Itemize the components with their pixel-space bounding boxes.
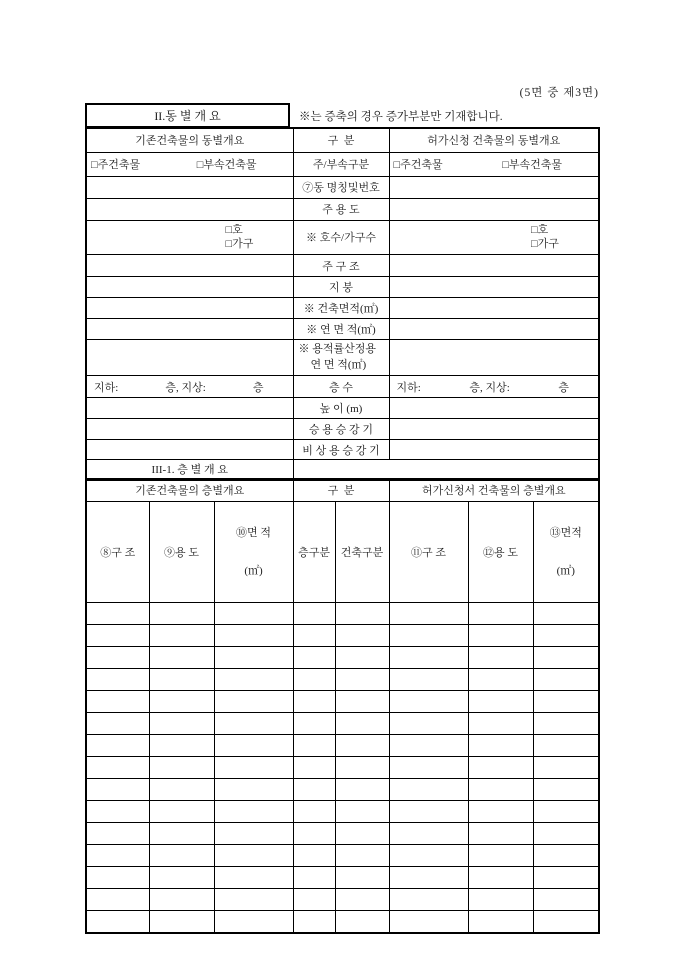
group-header-applied: 허가신청 건축물의 동별개요	[389, 128, 599, 152]
cell-existing-name-no	[86, 176, 293, 198]
label-roof: 지 붕	[293, 277, 389, 298]
cell-existing-building-area	[86, 298, 293, 319]
floor-data-row	[86, 911, 599, 933]
checkbox-icon: □	[225, 223, 233, 236]
col-header-applied-use: ⑫용 도	[468, 501, 533, 603]
floor-data-cell	[149, 603, 214, 625]
floor-data-cell	[86, 801, 149, 823]
floor-data-cell	[533, 911, 599, 933]
floor-data-cell	[468, 801, 533, 823]
checkbox-icon: □	[225, 238, 233, 251]
floor-data-cell	[86, 757, 149, 779]
cell-existing-floors	[86, 376, 293, 398]
floor-data-cell	[293, 603, 335, 625]
checkbox-icon: □	[91, 159, 98, 171]
row-roof	[86, 277, 599, 298]
floor-data-cell	[389, 691, 468, 713]
label-far-area-line2: 연 면 적(㎡)	[310, 358, 367, 371]
floor-data-cell	[335, 713, 389, 735]
checkbox-icon: □	[196, 159, 204, 171]
floor-data-cell	[533, 691, 599, 713]
section3-title-row	[86, 460, 599, 480]
section3-title-spacer-cell	[293, 460, 599, 480]
floor-data-cell	[468, 867, 533, 889]
row-main-use	[86, 198, 599, 220]
floor-data-cell	[468, 647, 533, 669]
section2-note: ※는 증축의 경우 증가부분만 기재합니다.	[299, 110, 503, 123]
row-far-area	[86, 340, 599, 376]
floor-data-row	[86, 669, 599, 691]
floor-data-cell	[389, 669, 468, 691]
floor-data-cell	[389, 889, 468, 911]
floor-data-cell	[389, 735, 468, 757]
floor-data-cell	[214, 735, 293, 757]
col-header-floor-division: 층구분	[293, 501, 335, 603]
floor-data-cell	[293, 911, 335, 933]
floor-data-row	[86, 823, 599, 845]
floor-data-row	[86, 647, 599, 669]
floor-data-cell	[214, 625, 293, 647]
floor-overview-table	[85, 478, 600, 934]
floor-data-cell	[293, 801, 335, 823]
floor-data-cell	[468, 735, 533, 757]
row-building-area	[86, 298, 599, 319]
checkbox-icon: □	[531, 238, 538, 251]
floor-data-cell	[335, 889, 389, 911]
floor-data-row	[86, 779, 599, 801]
section3-title: III-1. 층 별 개 요	[86, 460, 293, 480]
floor-data-cell	[149, 889, 214, 911]
floor-data-cell	[389, 823, 468, 845]
floor-data-cell	[86, 603, 149, 625]
checkbox-applied-main-building	[394, 156, 443, 172]
floor-data-cell	[293, 845, 335, 867]
floor-data-cell	[149, 911, 214, 933]
floor-data-cell	[468, 845, 533, 867]
floor-data-cell	[214, 603, 293, 625]
floor-data-cell	[389, 603, 468, 625]
floor-data-cell	[335, 845, 389, 867]
label-passenger-elevator: 승 용 승 강 기	[293, 419, 389, 440]
floor-data-cell	[335, 647, 389, 669]
label-name-no: ⑦동 명칭및번호	[293, 176, 389, 198]
label-ho-count: ※ 호수/가구수	[293, 220, 389, 255]
floor-data-cell	[214, 801, 293, 823]
floor-data-cell	[335, 691, 389, 713]
floor-data-cell	[149, 625, 214, 647]
checkbox-label: 부속건축물	[508, 159, 562, 171]
checkbox-icon: □	[393, 159, 401, 171]
floor-group-header-applied: 허가신청서 건축물의 층별개요	[389, 479, 599, 501]
floor-data-cell	[468, 779, 533, 801]
floor-data-cell	[149, 647, 214, 669]
floor-data-cell	[389, 625, 468, 647]
floor-data-cell	[86, 713, 149, 735]
floor-data-cell	[214, 889, 293, 911]
floor-data-cell	[214, 823, 293, 845]
floor-data-cell	[86, 735, 149, 757]
floor-data-cell	[533, 889, 599, 911]
group-header-existing: 기존건축물의 동별개요	[86, 128, 293, 152]
floor-data-cell	[293, 779, 335, 801]
checkbox-label: 주건축물	[97, 159, 141, 171]
row-total-area	[86, 319, 599, 340]
floor-data-cell	[149, 845, 214, 867]
floor-data-cell	[533, 603, 599, 625]
cell-applied-ho-count	[389, 220, 599, 255]
floor-data-cell	[533, 713, 599, 735]
floor-data-cell	[293, 889, 335, 911]
floor-group-header-existing: 기존건축물의 층별개요	[86, 479, 293, 501]
label-height: 높 이 (m)	[293, 398, 389, 419]
floor-data-cell	[389, 911, 468, 933]
floor-data-cell	[533, 625, 599, 647]
floor-data-cell	[214, 911, 293, 933]
floors-mid-label: 층, 지상:	[165, 381, 206, 394]
row-floors	[86, 376, 599, 398]
group-header-row	[86, 128, 599, 152]
floors-end-label: 층	[252, 381, 264, 394]
floor-data-cell	[86, 889, 149, 911]
floor-data-cell	[468, 625, 533, 647]
cell-existing-ho-count	[86, 220, 293, 255]
row-name-no	[86, 176, 599, 198]
floor-data-cell	[335, 757, 389, 779]
floor-data-cell	[389, 779, 468, 801]
floor-data-cell	[533, 845, 599, 867]
floor-data-cell	[86, 625, 149, 647]
floor-data-cell	[468, 911, 533, 933]
cell-applied-total-area	[389, 319, 599, 340]
floor-data-cell	[293, 691, 335, 713]
floor-data-row	[86, 603, 599, 625]
row-main-annex-division	[86, 152, 599, 176]
section2-header	[85, 103, 598, 128]
label-total-area: ※ 연 면 적(㎡)	[293, 319, 389, 340]
floor-data-cell	[86, 691, 149, 713]
group-header-division: 구 분	[293, 128, 389, 152]
floor-data-row	[86, 845, 599, 867]
floor-data-cell	[533, 779, 599, 801]
checkbox-label: 가구	[232, 238, 254, 251]
checkbox-label: 부속건축물	[203, 159, 257, 171]
checkbox-applied-ho	[531, 223, 577, 238]
floor-data-cell	[335, 603, 389, 625]
col-header-applied-area	[533, 501, 599, 603]
floor-data-cell	[468, 669, 533, 691]
floor-data-row	[86, 713, 599, 735]
cell-applied-roof	[389, 277, 599, 298]
floor-data-cell	[468, 603, 533, 625]
floor-data-cell	[389, 801, 468, 823]
floors-end-label: 층	[558, 381, 569, 394]
cell-applied-passenger-elevator	[389, 419, 599, 440]
floor-data-cell	[293, 625, 335, 647]
cell-existing-height	[86, 398, 293, 419]
sheet-number: (5면 중 제3면)	[519, 87, 599, 99]
cell-applied-building-area	[389, 298, 599, 319]
floor-group-header-division: 구 분	[293, 479, 389, 501]
checkbox-label: 호	[537, 223, 549, 236]
floor-group-header-row	[86, 479, 599, 501]
cell-existing-main-use	[86, 198, 293, 220]
label-far-area	[293, 340, 389, 376]
floor-data-cell	[533, 735, 599, 757]
floor-data-cell	[468, 889, 533, 911]
floor-data-cell	[293, 757, 335, 779]
floor-data-cell	[86, 647, 149, 669]
col-header-unit: (㎡)	[244, 564, 263, 577]
floor-data-cell	[335, 625, 389, 647]
floor-data-cell	[468, 691, 533, 713]
section2-title: II.동 별 개 요	[85, 103, 290, 128]
cell-existing-division	[86, 152, 293, 176]
floor-data-cell	[533, 647, 599, 669]
cell-existing-total-area	[86, 319, 293, 340]
floor-data-row	[86, 625, 599, 647]
floor-data-cell	[389, 845, 468, 867]
checkbox-applied-gagu	[531, 237, 577, 252]
col-header-unit: (㎡)	[556, 564, 575, 577]
checkbox-label: 가구	[537, 238, 559, 251]
checkbox-icon: □	[531, 223, 538, 236]
floor-data-cell	[335, 801, 389, 823]
col-header-building-division: 건축구분	[335, 501, 389, 603]
floor-data-cell	[533, 867, 599, 889]
floor-data-cell	[533, 757, 599, 779]
floor-data-cell	[149, 691, 214, 713]
floor-data-cell	[335, 823, 389, 845]
floor-data-cell	[293, 647, 335, 669]
floor-data-row	[86, 757, 599, 779]
floor-data-cell	[149, 867, 214, 889]
floor-data-row	[86, 889, 599, 911]
floor-data-cell	[149, 779, 214, 801]
cell-applied-far-area	[389, 340, 599, 376]
floor-data-cell	[149, 735, 214, 757]
floor-data-cell	[214, 757, 293, 779]
floor-data-cell	[86, 779, 149, 801]
floor-data-cell	[293, 669, 335, 691]
row-emergency-elevator	[86, 440, 599, 460]
floor-data-cell	[86, 867, 149, 889]
floor-data-cell	[214, 713, 293, 735]
label-emergency-elevator: 비 상 용 승 강 기	[293, 440, 389, 460]
floor-data-cell	[335, 779, 389, 801]
cell-existing-structure	[86, 255, 293, 277]
cell-existing-passenger-elevator	[86, 419, 293, 440]
cell-applied-structure	[389, 255, 599, 277]
floor-column-header-row	[86, 501, 599, 603]
floor-data-cell	[468, 757, 533, 779]
cell-applied-height	[389, 398, 599, 419]
col-header-line: ⑬면적	[549, 526, 582, 539]
checkbox-existing-ho	[226, 223, 272, 238]
floor-data-row	[86, 691, 599, 713]
col-header-applied-structure: ⑪구 조	[389, 501, 468, 603]
floor-data-cell	[214, 845, 293, 867]
col-header-existing-area	[214, 501, 293, 603]
floor-data-cell	[293, 735, 335, 757]
floor-data-cell	[86, 669, 149, 691]
col-header-existing-use: ⑨용 도	[149, 501, 214, 603]
floor-data-cell	[86, 911, 149, 933]
floor-data-cell	[149, 713, 214, 735]
cell-applied-division	[389, 152, 599, 176]
cell-applied-emergency-elevator	[389, 440, 599, 460]
floor-data-cell	[293, 823, 335, 845]
floor-data-row	[86, 735, 599, 757]
floor-data-cell	[468, 713, 533, 735]
checkbox-applied-annex-building	[502, 156, 562, 172]
cell-applied-name-no	[389, 176, 599, 198]
label-division: 주/부속구분	[293, 152, 389, 176]
floor-data-cell	[335, 867, 389, 889]
floor-data-cell	[533, 801, 599, 823]
floor-data-cell	[214, 779, 293, 801]
floor-data-cell	[214, 867, 293, 889]
floors-basement-label: 지하:	[396, 381, 421, 394]
floor-data-cell	[214, 669, 293, 691]
floor-data-cell	[293, 867, 335, 889]
checkbox-existing-main-building	[91, 156, 140, 172]
cell-applied-main-use	[389, 198, 599, 220]
floor-data-cell	[149, 823, 214, 845]
dong-overview-table	[85, 127, 600, 481]
floor-data-cell	[293, 713, 335, 735]
checkbox-icon: □	[502, 159, 509, 171]
floors-basement-label: 지하:	[94, 381, 119, 394]
row-ho-count	[86, 220, 599, 255]
floor-data-cell	[149, 757, 214, 779]
checkbox-label: 주건축물	[400, 159, 443, 171]
floor-table-body	[86, 479, 599, 933]
row-height	[86, 398, 599, 419]
label-far-area-line1: ※ 용적률산정용	[298, 342, 377, 355]
floor-data-cell	[389, 647, 468, 669]
col-header-existing-structure: ⑧구 조	[86, 501, 149, 603]
floor-data-cell	[149, 801, 214, 823]
floor-data-cell	[86, 823, 149, 845]
label-floors: 층 수	[293, 376, 389, 398]
floor-data-cell	[533, 823, 599, 845]
checkbox-existing-gagu	[226, 237, 272, 252]
col-header-line: ⑩면 적	[236, 526, 272, 539]
floor-data-cell	[335, 911, 389, 933]
label-main-use: 주 용 도	[293, 198, 389, 220]
floor-data-cell	[468, 823, 533, 845]
cell-existing-emergency-elevator	[86, 440, 293, 460]
floor-data-cell	[389, 713, 468, 735]
row-passenger-elevator	[86, 419, 599, 440]
floor-data-row	[86, 867, 599, 889]
floor-data-cell	[214, 647, 293, 669]
label-building-area: ※ 건축면적(㎡)	[293, 298, 389, 319]
checkbox-existing-annex-building	[197, 156, 257, 172]
cell-existing-far-area	[86, 340, 293, 376]
floor-data-cell	[214, 691, 293, 713]
label-structure: 주 구 조	[293, 255, 389, 277]
cell-applied-floors	[389, 376, 599, 398]
floor-data-cell	[86, 845, 149, 867]
floor-data-cell	[389, 757, 468, 779]
floor-data-cell	[533, 669, 599, 691]
checkbox-label: 호	[232, 223, 243, 236]
floors-mid-label: 층, 지상:	[469, 381, 510, 394]
floor-data-cell	[389, 867, 468, 889]
row-structure	[86, 255, 599, 277]
floor-data-cell	[335, 735, 389, 757]
floor-data-row	[86, 801, 599, 823]
cell-existing-roof	[86, 277, 293, 298]
floor-data-cell	[335, 669, 389, 691]
floor-data-cell	[149, 669, 214, 691]
